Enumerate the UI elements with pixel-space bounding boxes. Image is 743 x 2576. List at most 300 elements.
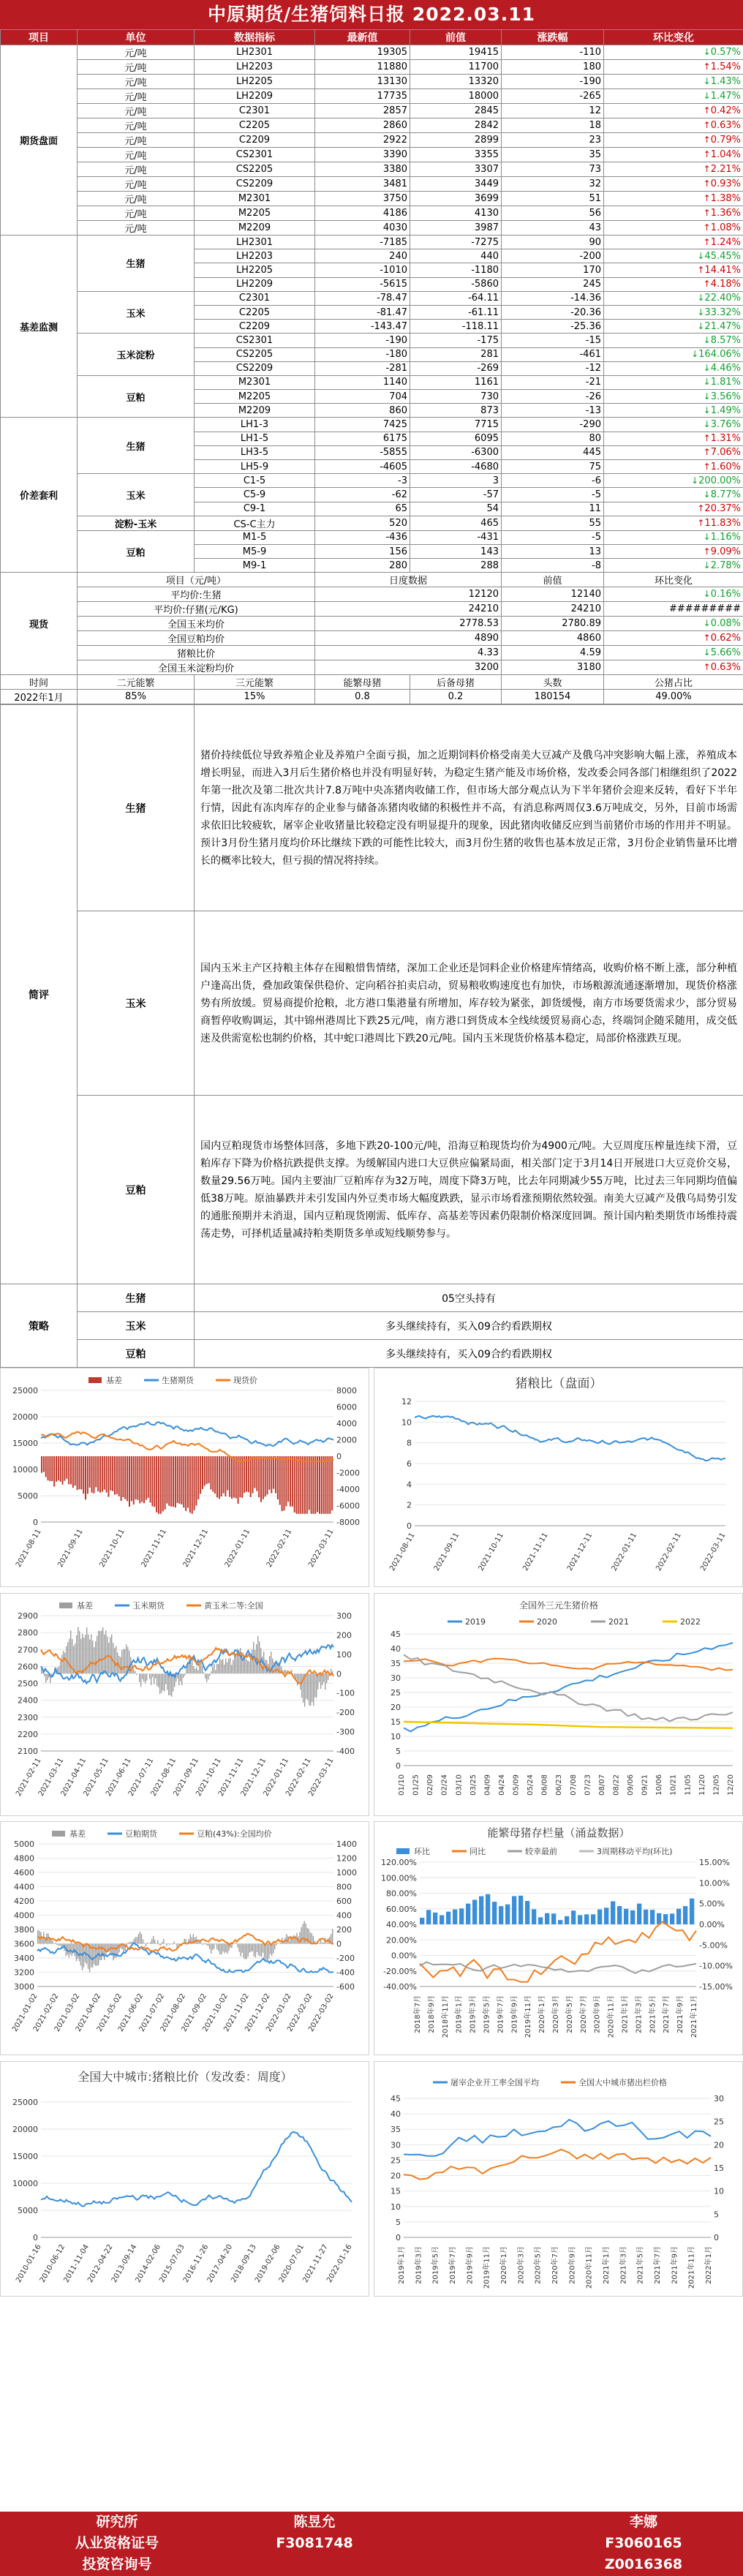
bar-mark xyxy=(235,1943,236,1944)
change-percent: 33.32% xyxy=(704,306,741,318)
legend-label: 基差 xyxy=(106,1376,122,1386)
bar-mark xyxy=(104,1456,105,1490)
axis-tick-label: 2021年5月 xyxy=(636,2246,645,2285)
unit-cell: 元/吨 xyxy=(78,221,195,236)
bar-mark xyxy=(275,1456,276,1494)
chart-hog-basis xyxy=(0,1368,369,1587)
bar-mark xyxy=(133,1456,135,1504)
indicator-cell: LH2203 xyxy=(195,60,315,75)
arrow-up-icon: ↑ xyxy=(703,61,711,72)
indicator-cell: LH3-5 xyxy=(195,445,315,459)
bar-mark xyxy=(75,1456,76,1485)
bar-mark xyxy=(98,1631,99,1674)
bar-mark xyxy=(184,1674,185,1676)
bar-mark xyxy=(165,1674,166,1684)
unit-cell: 元/吨 xyxy=(78,133,195,148)
table-row xyxy=(1,60,743,75)
table-row xyxy=(1,104,743,118)
chart-city-hog-grain-ratio xyxy=(0,2061,369,2297)
axis-tick-label: 2021-11-02 xyxy=(222,1992,251,2034)
axis-tick-label: 20.00% xyxy=(386,1935,417,1946)
bar-mark xyxy=(319,1943,320,1944)
latest-cell: 704 xyxy=(315,390,410,404)
change-cell: -12 xyxy=(502,361,604,375)
table-row xyxy=(1,221,743,236)
bar-mark xyxy=(258,1944,259,1956)
subgroup-label: 生猪 xyxy=(78,236,195,292)
indicator-cell: LH1-5 xyxy=(195,432,315,445)
unit-cell: 元/吨 xyxy=(78,148,195,162)
bar-mark xyxy=(307,1928,308,1944)
spot-item-cell: 平均价:生猪 xyxy=(78,587,315,602)
bar-mark xyxy=(228,1659,229,1674)
axis-tick-label: 03/25 xyxy=(469,1774,478,1796)
axis-tick-label: 2700 xyxy=(18,1645,38,1655)
bar-mark xyxy=(296,1456,298,1514)
indicator-cell: M2209 xyxy=(195,404,315,418)
axis-tick-label: 2021-06-11 xyxy=(105,1757,133,1799)
bar-mark xyxy=(287,1456,289,1502)
bar-mark xyxy=(92,1641,93,1673)
bar-mark xyxy=(156,1674,157,1687)
bar-mark xyxy=(492,1902,497,1924)
axis-tick-label: 2017-04-20 xyxy=(205,2243,235,2285)
axis-tick-label: 20 xyxy=(391,1703,401,1713)
bar-mark xyxy=(268,1456,270,1490)
bar-mark xyxy=(157,1940,158,1944)
subgroup-label: 玉米淀粉 xyxy=(78,334,195,376)
bar-mark xyxy=(290,1456,291,1507)
table-row xyxy=(1,375,743,389)
axis-tick-label: 2019年11月 xyxy=(524,1995,533,2038)
axis-tick-label: 2018年9月 xyxy=(427,1995,436,2034)
change-percent: 1.81% xyxy=(710,377,741,388)
latest-cell: -180 xyxy=(315,347,410,361)
change-percent: 2.78% xyxy=(710,560,741,571)
axis-tick-label: 0.00% xyxy=(699,1920,725,1930)
strategy-row-corn xyxy=(1,1312,743,1340)
bar-mark xyxy=(231,1944,232,1948)
axis-tick-label: -15.00% xyxy=(699,1982,733,1992)
table-row xyxy=(1,516,743,530)
bar-mark xyxy=(166,1456,167,1504)
report-title: 中原期货/生猪饲料日报 2022.03.11 xyxy=(0,0,743,29)
bar-mark xyxy=(229,1456,230,1497)
prev-cell: 24210 xyxy=(502,602,604,617)
change-cell: 56 xyxy=(502,206,604,221)
bar-mark xyxy=(260,1456,262,1502)
bar-mark xyxy=(329,1456,331,1514)
bar-mark xyxy=(64,1653,65,1674)
prev-cell: 3 xyxy=(410,474,502,488)
bar-mark xyxy=(323,1943,324,1944)
prev-cell: 3180 xyxy=(502,660,604,675)
bar-mark xyxy=(203,1673,204,1674)
legend-label: 3周期移动平均(环比) xyxy=(597,1847,673,1857)
bar-mark xyxy=(222,1944,223,1952)
axis-tick-label: 15 xyxy=(391,1717,401,1728)
bar-mark xyxy=(326,1674,327,1684)
latest-cell: 3200 xyxy=(315,660,502,675)
bar-mark xyxy=(282,1456,283,1511)
axis-tick-label: 02/09 xyxy=(426,1774,435,1796)
axis-tick-label: 0 xyxy=(714,2233,719,2243)
bar-mark xyxy=(180,1674,181,1682)
change-percent: 5.66% xyxy=(710,647,741,659)
axis-tick-label: 3600 xyxy=(14,1939,34,1949)
axis-tick-label: 2019年1月 xyxy=(455,1995,464,2034)
change-cell: -14.36 xyxy=(502,291,604,305)
arrow-up-icon: ↑ xyxy=(697,503,705,514)
axis-tick-label: 2021-05-02 xyxy=(95,1992,124,2034)
bar-mark xyxy=(82,1634,83,1674)
axis-tick-label: 2021-07-11 xyxy=(127,1757,156,1799)
axis-tick-label: 4 xyxy=(407,1480,412,1490)
bar-mark xyxy=(215,1671,216,1674)
change-percent: 0.57% xyxy=(710,47,741,58)
column-header: 能繁母猪 xyxy=(315,675,410,690)
table-row xyxy=(1,291,743,305)
bar-mark xyxy=(313,1674,314,1706)
axis-tick-label: 2021-04-02 xyxy=(74,1992,103,2034)
chart-soymeal-basis-svg xyxy=(1,1822,369,2055)
bar-mark xyxy=(150,1456,151,1502)
change-percent-cell xyxy=(604,474,743,488)
axis-tick-label: 4200 xyxy=(14,1897,34,1907)
bar-mark xyxy=(238,1944,239,1952)
change-percent-cell xyxy=(604,404,743,418)
indicator-cell: M2209 xyxy=(195,221,315,236)
bar-mark xyxy=(248,1944,249,1957)
axis-tick-label: 2021-12-11 xyxy=(565,1532,595,1573)
axis-tick-label: 3000 xyxy=(14,1982,34,1992)
bar-mark xyxy=(68,1456,69,1484)
bar-mark xyxy=(146,1674,147,1681)
bar-mark xyxy=(237,1944,238,1948)
strategy-sub-label: 豆粕 xyxy=(78,1340,195,1368)
bar-mark xyxy=(55,1943,56,1944)
axis-tick-label: 2019年5月 xyxy=(483,1995,491,2034)
bar-mark xyxy=(70,1456,72,1484)
axis-tick-label: 2022-01-16 xyxy=(325,2243,354,2285)
bar-mark xyxy=(459,1909,464,1925)
column-header: 时间 xyxy=(1,675,78,690)
bar-mark xyxy=(70,1944,71,1955)
bar-mark xyxy=(135,1937,136,1944)
bar-mark xyxy=(83,1456,84,1494)
latest-cell: 65 xyxy=(315,502,410,516)
axis-tick-label: 2022-03-02 xyxy=(307,1992,336,2034)
prev-cell: 3987 xyxy=(410,221,502,236)
bar-mark xyxy=(446,1912,450,1924)
prev-cell: 12140 xyxy=(502,587,604,602)
change-percent-cell xyxy=(604,375,743,389)
indicator-cell: LH2209 xyxy=(195,89,315,104)
bar-mark xyxy=(219,1944,220,1954)
change-cell: -290 xyxy=(502,418,604,432)
bar-mark xyxy=(72,1456,74,1488)
latest-cell: 2778.53 xyxy=(315,617,502,631)
footer-label: 从业资格证号 xyxy=(75,2535,159,2551)
bar-mark xyxy=(219,1456,220,1499)
axis-tick-label: 5.00% xyxy=(699,1899,725,1909)
indicator-cell: C2301 xyxy=(195,104,315,118)
axis-tick-label: 2019年3月 xyxy=(415,2246,423,2285)
bar-mark xyxy=(206,1674,207,1682)
bar-mark xyxy=(690,1899,694,1924)
arrow-up-icon: ↑ xyxy=(703,164,711,174)
latest-cell: 3481 xyxy=(315,177,410,192)
change-percent: 8.77% xyxy=(710,489,741,500)
change-percent-cell xyxy=(604,602,743,617)
bar-mark xyxy=(140,1674,141,1687)
change-cell: 80 xyxy=(502,432,604,445)
bar-mark xyxy=(114,1456,116,1495)
change-cell: -190 xyxy=(502,75,604,89)
indicator-cell: M2205 xyxy=(195,206,315,221)
axis-tick-label: 2021-01-02 xyxy=(11,1992,39,2034)
change-cell: -5 xyxy=(502,488,604,502)
axis-tick-label: 2021-08-11 xyxy=(388,1532,417,1573)
legend-swatch xyxy=(59,1603,72,1608)
column-header: 涨跌幅 xyxy=(502,30,604,45)
arrow-up-icon: ↑ xyxy=(703,279,711,290)
bar-mark xyxy=(252,1456,254,1494)
bar-mark xyxy=(110,1456,111,1491)
bar-mark xyxy=(153,1936,154,1943)
change-percent-cell xyxy=(604,277,743,291)
bar-mark xyxy=(235,1654,236,1673)
bar-mark xyxy=(47,1674,48,1681)
change-percent-cell xyxy=(604,192,743,206)
bar-mark xyxy=(77,1456,78,1490)
axis-tick-label: 2021-10-11 xyxy=(195,1757,223,1799)
change-percent-cell xyxy=(604,177,743,192)
axis-tick-label: 2021-12-02 xyxy=(244,1992,272,2034)
bar-mark xyxy=(117,1944,118,1957)
column-header: 三元能繁 xyxy=(195,675,315,690)
bar-mark xyxy=(161,1674,162,1693)
bar-mark xyxy=(99,1456,101,1493)
axis-tick-label: 10/21 xyxy=(669,1774,678,1796)
bar-mark xyxy=(197,1671,198,1674)
bar-mark xyxy=(203,1944,204,1945)
prev-cell: 2899 xyxy=(410,133,502,148)
bar-mark xyxy=(265,1944,266,1961)
bar-mark xyxy=(101,1631,102,1674)
latest-cell: -4605 xyxy=(315,460,410,474)
bar-mark xyxy=(194,1456,195,1510)
arrow-down-icon: ↓ xyxy=(703,76,711,86)
latest-cell: 2922 xyxy=(315,133,410,148)
bar-mark xyxy=(189,1456,191,1513)
subgroup-label: 豆粕 xyxy=(78,530,195,573)
bar-mark xyxy=(104,1944,105,1960)
unit-cell: 元/吨 xyxy=(78,118,195,133)
bar-mark xyxy=(197,1456,199,1499)
bar-mark xyxy=(102,1627,103,1673)
change-cell: 55 xyxy=(502,516,604,530)
axis-tick-label: 2022-01-02 xyxy=(265,1992,293,2034)
bar-mark xyxy=(80,1456,82,1489)
axis-tick-label: 2019年5月 xyxy=(431,2246,440,2285)
prev-cell: -1180 xyxy=(410,263,502,277)
change-percent-cell xyxy=(604,617,743,631)
charts-area xyxy=(0,1368,743,2298)
axis-tick-label: 2020年3月 xyxy=(517,2246,526,2285)
axis-tick-label: 20000 xyxy=(12,1412,38,1423)
bar-mark xyxy=(204,1456,205,1485)
chart-hog-grain-ratio-svg xyxy=(374,1368,742,1586)
bar-mark xyxy=(67,1643,68,1674)
axis-tick-label: 06/08 xyxy=(540,1774,549,1796)
axis-tick-label: 2022-01-11 xyxy=(223,1528,252,1570)
change-cell: -461 xyxy=(502,347,604,361)
bar-mark xyxy=(558,1920,562,1924)
change-percent-cell xyxy=(604,530,743,544)
legend-label: 2019 xyxy=(465,1617,486,1627)
bar-mark xyxy=(246,1456,247,1492)
prev-cell: -269 xyxy=(410,361,502,375)
axis-tick-label: 08/22 xyxy=(612,1774,621,1796)
change-percent: 7.06% xyxy=(710,447,741,459)
bar-mark xyxy=(235,1456,237,1499)
bar-mark xyxy=(292,1456,293,1507)
prev-cell: 4.59 xyxy=(502,646,604,660)
bar-mark xyxy=(101,1944,102,1960)
prev-cell: 143 xyxy=(410,544,502,558)
axis-tick-label: 2021-11-11 xyxy=(521,1532,550,1573)
bar-mark xyxy=(139,1674,140,1683)
bar-mark xyxy=(307,1674,308,1701)
axis-tick-label: 2020年9月 xyxy=(568,2246,577,2285)
bar-mark xyxy=(170,1456,172,1507)
chart-title: 全国大中城市:猪粮比价（发改委：周度） xyxy=(78,2070,293,2084)
axis-tick-label: 2021年1月 xyxy=(621,1995,630,2034)
axis-tick-label: -400 xyxy=(336,1967,355,1978)
table-row xyxy=(1,89,743,104)
column-header: 环比变化 xyxy=(604,573,743,587)
arrow-down-icon: ↓ xyxy=(697,320,705,331)
prev-cell: -61.11 xyxy=(410,305,502,319)
series-line xyxy=(41,1423,333,1447)
chart-title: 能繁母猪存栏量（涌益数据） xyxy=(487,1826,630,1840)
axis-tick-label: 2020年11月 xyxy=(607,1995,616,2038)
axis-tick-label: 2020年5月 xyxy=(534,2246,543,2285)
bar-mark xyxy=(274,1944,275,1950)
latest-cell: -143.47 xyxy=(315,320,410,334)
bar-mark xyxy=(279,1456,281,1504)
bar-mark xyxy=(200,1456,201,1494)
prev-cell: 13320 xyxy=(410,75,502,89)
axis-tick-label: 2021-11-11 xyxy=(140,1528,169,1570)
bar-mark xyxy=(286,1934,287,1943)
indicator-cell: LH2209 xyxy=(195,277,315,291)
latest-cell: -3 xyxy=(315,474,410,488)
bar-mark xyxy=(129,1943,130,1944)
axis-tick-label: 200 xyxy=(336,1630,352,1641)
axis-tick-label: 2022年1月 xyxy=(705,2246,713,2285)
axis-tick-label: 45 xyxy=(391,2094,401,2104)
latest-cell: 12120 xyxy=(315,587,502,602)
bar-mark xyxy=(466,1904,470,1924)
bar-mark xyxy=(192,1456,193,1514)
bar-mark xyxy=(275,1665,276,1673)
bar-mark xyxy=(271,1944,272,1957)
bar-mark xyxy=(319,1456,320,1514)
axis-tick-label: 2011-11-04 xyxy=(62,2243,91,2285)
strategy-text: 05空头持有 xyxy=(195,1284,743,1312)
bar-mark xyxy=(486,1894,490,1924)
bar-mark xyxy=(118,1456,120,1496)
bar-mark xyxy=(160,1456,162,1514)
strategy-label: 策略 xyxy=(1,1284,78,1368)
subgroup-label: 玉米 xyxy=(78,474,195,516)
bar-mark xyxy=(158,1456,159,1514)
bar-mark xyxy=(190,1662,191,1674)
bar-mark xyxy=(60,1456,61,1482)
series-line xyxy=(41,2132,352,2207)
bar-mark xyxy=(173,1942,174,1944)
prev-cell: 288 xyxy=(410,559,502,573)
prev-cell: -64.11 xyxy=(410,291,502,305)
bar-mark xyxy=(268,1944,269,1959)
indicator-cell: LH2205 xyxy=(195,75,315,89)
arrow-down-icon: ↓ xyxy=(703,334,711,345)
bar-mark xyxy=(676,1909,681,1924)
column-header: 公猪占比 xyxy=(604,675,743,690)
change-percent: 4.46% xyxy=(710,363,741,374)
bar-mark xyxy=(258,1456,260,1497)
strategy-text: 多头继续持有，买入09合约看跌期权 xyxy=(195,1340,743,1368)
bar-mark xyxy=(518,1896,523,1924)
indicator-cell: M9-1 xyxy=(195,559,315,573)
bar-mark xyxy=(120,1657,121,1674)
latest-cell: 11880 xyxy=(315,60,410,75)
axis-tick-label: 35 xyxy=(391,1659,401,1669)
series-line xyxy=(420,1922,696,1982)
bar-mark xyxy=(50,1940,51,1944)
bar-mark xyxy=(271,1456,272,1494)
unit-cell: 元/吨 xyxy=(78,60,195,75)
table-row xyxy=(1,148,743,162)
axis-tick-label: 0 xyxy=(336,1452,342,1462)
bar-mark xyxy=(225,1456,226,1496)
prev-cell: 6095 xyxy=(410,432,502,445)
change-percent: 200.00% xyxy=(698,475,741,486)
bar-mark xyxy=(135,1456,137,1499)
axis-tick-label: 2016-11-26 xyxy=(181,2243,211,2285)
axis-tick-label: 2021-05-11 xyxy=(82,1757,110,1799)
bar-mark xyxy=(155,1674,156,1679)
bar-mark xyxy=(193,1666,194,1673)
axis-tick-label: 0 xyxy=(396,2233,401,2243)
latest-cell: -190 xyxy=(315,334,410,347)
indicator-cell: M2301 xyxy=(195,375,315,389)
table-row xyxy=(1,646,743,660)
bar-mark xyxy=(121,1456,122,1501)
prev-cell: -175 xyxy=(410,334,502,347)
table-row xyxy=(1,617,743,631)
series-line xyxy=(404,1643,733,1731)
axis-tick-label: 10 xyxy=(391,1732,401,1742)
arrow-up-icon: ↑ xyxy=(703,546,711,557)
unit-cell: 元/吨 xyxy=(78,177,195,192)
bar-mark xyxy=(141,1456,143,1502)
latest-cell: 520 xyxy=(315,516,410,530)
bar-mark xyxy=(251,1944,252,1952)
arrow-down-icon: ↓ xyxy=(703,589,711,600)
